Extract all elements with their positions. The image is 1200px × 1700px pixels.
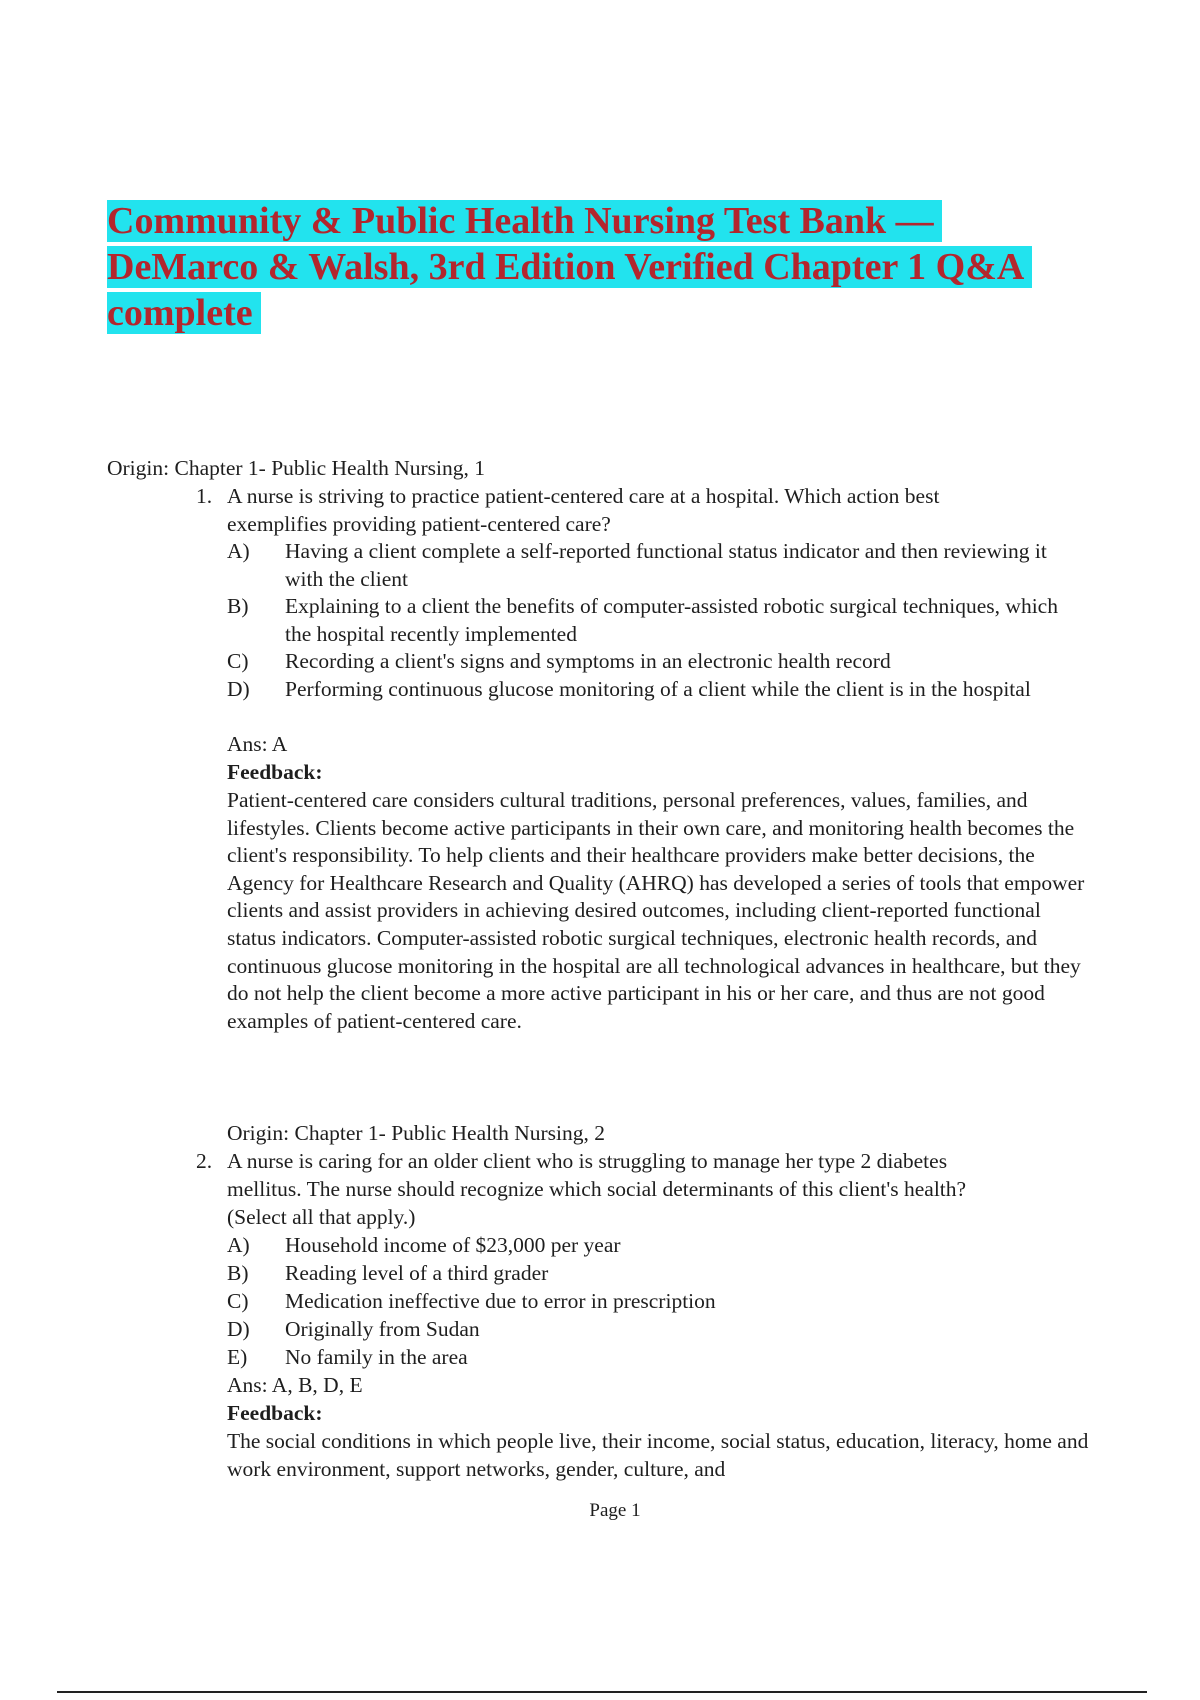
question-2-feedback: The social conditions in which people live, their income, social status, education, literacy, home and work environment, support networks, gender, culture, and xyxy=(227,1429,1089,1481)
option-text: No family in the area xyxy=(285,1345,468,1369)
option-text: Performing continuous glucose monitoring of a client while the client is in the hospital xyxy=(285,677,1031,701)
question-1-number: 1. xyxy=(196,484,213,508)
option-text: Having a client complete a self-reported functional status indicator and then reviewing it with the client xyxy=(285,539,1047,591)
question-2-stem-line-3: (Select all that apply.) xyxy=(227,1205,416,1229)
option-letter: D) xyxy=(227,1317,250,1341)
question-2-number: 2. xyxy=(196,1149,213,1173)
question-2-feedback-label: Feedback: xyxy=(227,1401,323,1425)
question-1-option-b xyxy=(227,593,1087,648)
document-title xyxy=(107,198,1107,336)
option-text: Originally from Sudan xyxy=(285,1317,480,1341)
option-text: Medication ineffective due to error in prescription xyxy=(285,1289,716,1313)
question-2-option-b xyxy=(227,1260,1087,1288)
question-2-origin: Origin: Chapter 1- Public Health Nursing, 2 xyxy=(227,1121,605,1145)
question-2-answer: Ans: A, B, D, E xyxy=(227,1373,363,1397)
question-1-option-a xyxy=(227,538,1087,593)
bottom-divider xyxy=(57,1691,1147,1693)
question-2-option-e xyxy=(227,1344,1087,1372)
page-number: Page 1 xyxy=(589,1500,641,1521)
option-letter: C) xyxy=(227,1289,249,1313)
title-line-3: complete xyxy=(107,292,261,334)
question-2-stem-line-2: mellitus. The nurse should recognize which social determinants of this client's health? xyxy=(227,1177,967,1201)
question-1-option-c xyxy=(227,648,1087,676)
option-letter: B) xyxy=(227,594,249,618)
question-1-origin: Origin: Chapter 1- Public Health Nursing, 1 xyxy=(107,456,485,480)
question-2-option-d xyxy=(227,1316,1087,1344)
option-letter: A) xyxy=(227,539,250,563)
question-1-option-d xyxy=(227,676,1087,704)
question-2-stem-line-1: A nurse is caring for an older client who is struggling to manage her type 2 diabetes xyxy=(227,1149,948,1173)
option-letter: B) xyxy=(227,1261,249,1285)
option-text: Reading level of a third grader xyxy=(285,1261,549,1285)
option-letter: D) xyxy=(227,677,250,701)
question-1-stem-line-2: exemplifies providing patient-centered care? xyxy=(227,512,611,536)
question-1-stem-line-1: A nurse is striving to practice patient-centered care at a hospital. Which action best xyxy=(227,484,940,508)
option-text: Household income of $23,000 per year xyxy=(285,1233,621,1257)
option-letter: E) xyxy=(227,1345,248,1369)
question-1-answer: Ans: A xyxy=(227,732,288,756)
option-text: Recording a client's signs and symptoms in an electronic health record xyxy=(285,649,891,673)
question-1-feedback-label: Feedback: xyxy=(227,760,323,784)
question-1-feedback: Patient-centered care considers cultural traditions, personal preferences, values, families, and lifestyles. Clients become active participants in their own care, and monitoring health becomes the client's responsibility. To help clients and their healthcare providers make better decisions, the Agency for Healthcare Research and Quality (AHRQ) has developed a series of tools that empower clients and assist providers in achieving desired outcomes, including client-reported functional status indicators. Computer-assisted robotic surgical techniques, electronic health records, and continuous glucose monitoring in the hospital are all technological advances in healthcare, but they do not help the client become a more active participant in his or her care, and thus are not good examples of patient-centered care. xyxy=(227,788,1085,1033)
title-line-2: DeMarco & Walsh, 3rd Edition Verified Chapter 1 Q&A xyxy=(107,246,1032,288)
option-text: Explaining to a client the benefits of computer-assisted robotic surgical techniques, which the hospital recently implemented xyxy=(285,594,1058,646)
option-letter: A) xyxy=(227,1233,250,1257)
option-letter: C) xyxy=(227,649,249,673)
question-2-option-c xyxy=(227,1288,1087,1316)
question-2-option-a xyxy=(227,1232,1087,1260)
title-line-1: Community & Public Health Nursing Test Bank — xyxy=(107,200,942,242)
